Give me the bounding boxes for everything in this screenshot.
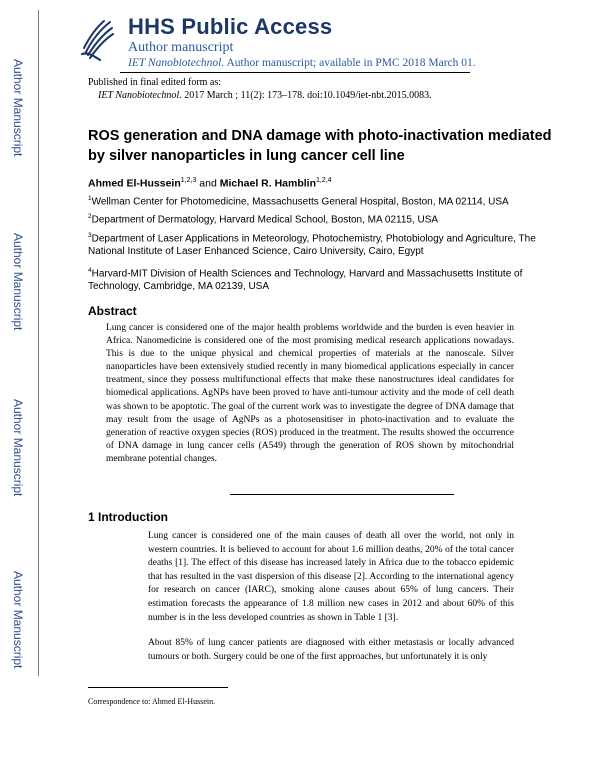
citation-line [98, 90, 432, 101]
introduction-paragraph: About 85% of lung cancer patients are diagnosed with either metastasis or locally advanced tumours or both. Surgery could be one of the first approaches, but unfortunately it is only [148, 638, 514, 662]
sidebar-label-4: Author Manuscript [11, 571, 25, 669]
citation-details[interactable]: 2017 March ; 11(2): 173–178. doi:10.1049/iet-nbt.2015.0083. [181, 90, 432, 101]
affiliation-number: 1 [88, 195, 92, 202]
margin-rule [38, 10, 39, 676]
affiliation-text: Wellman Center for Photomedicine, Massachusetts General Hospital, Boston, MA 02114, USA [91, 196, 509, 208]
paper-title: ROS generation and DNA damage with photo-inactivation mediated by silver nanoparticles in lung cancer cell line [88, 128, 552, 164]
introduction-paragraph: Lung cancer is considered one of the main causes of death all over the world, not only in western countries. It is believed to account for about 1.6 million deaths, 20% of the total cancer deaths [1]. The effect of this disease has increased lately in Africa due to the tobacco epidemic that has resulted in the vast dispersion of this disease [2]. According to the international agency for research on cancer (IARC), smoking alone causes about 65% of lung cancers. Their estimation forecasts the appearance of 1.8 million new cases in 2012 and about 60% of this number is in the less developed countries as shown in Table 1 [3]. [148, 531, 514, 623]
author-name: Michael R. Hamblin [219, 177, 316, 190]
footnote-rule [88, 687, 228, 688]
sidebar-label-1: Author Manuscript [11, 59, 25, 157]
published-line: Published in final edited form as: [88, 77, 222, 88]
author-affil-ref: 1,2,3 [180, 177, 197, 184]
author-name: Ahmed El-Hussein [88, 177, 181, 190]
affiliation-number: 2 [88, 213, 92, 220]
affiliation [88, 229, 558, 258]
abstract-body: Lung cancer is considered one of the major health problems worldwide and the burden is even heavier in Africa. Nanomedicine is considered one of the most promising medical research applications nowadays. This is due to the unique physical and chemical properties of materials at the nanoscale. Silver nanoparticles have been extensively studied recently in many biomedical applications especially in cancer treatment, since they possess multifunctional effects that make these nanostructures ideal candidates for biomedical applications. AgNPs have been proved to have anti-tumour activity and the mode of cell death was shown to be apoptotic. The goal of the current work was to investigate the degree of DNA damage that may result from the usage of AgNPs as a photosensitiser in photo-inactivation and to evaluate the generation of reactive oxygen species (ROS) produced in the treatment. The results showed the occurrence of DNA damage in lung cancer cells (A549) through the generation of ROS shown by mitochondrial membrane potential changes. [106, 323, 514, 464]
author-affil-ref: 1,2,4 [316, 177, 332, 184]
sidebar-label-2: Author Manuscript [11, 233, 25, 331]
affiliation [88, 192, 558, 208]
affiliation [88, 264, 558, 293]
hhs-journal-line [128, 57, 476, 69]
affiliation-text: Department of Laser Applications in Meteorology, Photochemistry, Photobiology and Agriculture, The National Institute of Laser Enhanced Science, Cairo University, Cairo, Egypt [88, 233, 536, 258]
citation-journal: IET Nanobiotechnol. [98, 90, 182, 101]
affiliation-number: 4 [88, 267, 92, 274]
sidebar-label-3: Author Manuscript [11, 399, 25, 497]
author-line [88, 177, 332, 190]
abstract-rule [230, 494, 454, 495]
correspondence-footnote: Correspondence to: Ahmed El-Hussein. [88, 697, 216, 706]
affiliation [88, 210, 558, 226]
hhs-journal-abbrev[interactable]: IET Nanobiotechnol. [128, 57, 225, 69]
author-joiner: and [196, 177, 220, 190]
hhs-title: HHS Public Access [128, 14, 333, 39]
header-rule [120, 72, 470, 73]
hhs-subtitle: Author manuscript [128, 40, 234, 55]
affiliation-number: 3 [88, 232, 92, 239]
abstract-heading: Abstract [88, 304, 137, 318]
hhs-journal-note: Author manuscript; available in PMC 2018 March 01. [224, 57, 476, 69]
hhs-eagle-icon [80, 18, 114, 62]
affiliation-text: Harvard-MIT Division of Health Sciences and Technology, Harvard and Massachusetts Institute of Technology, Cambridge, MA 02139, USA [88, 268, 523, 293]
affiliation-text: Department of Dermatology, Harvard Medical School, Boston, MA 02115, USA [91, 214, 439, 226]
introduction-heading: 1 Introduction [88, 510, 168, 524]
